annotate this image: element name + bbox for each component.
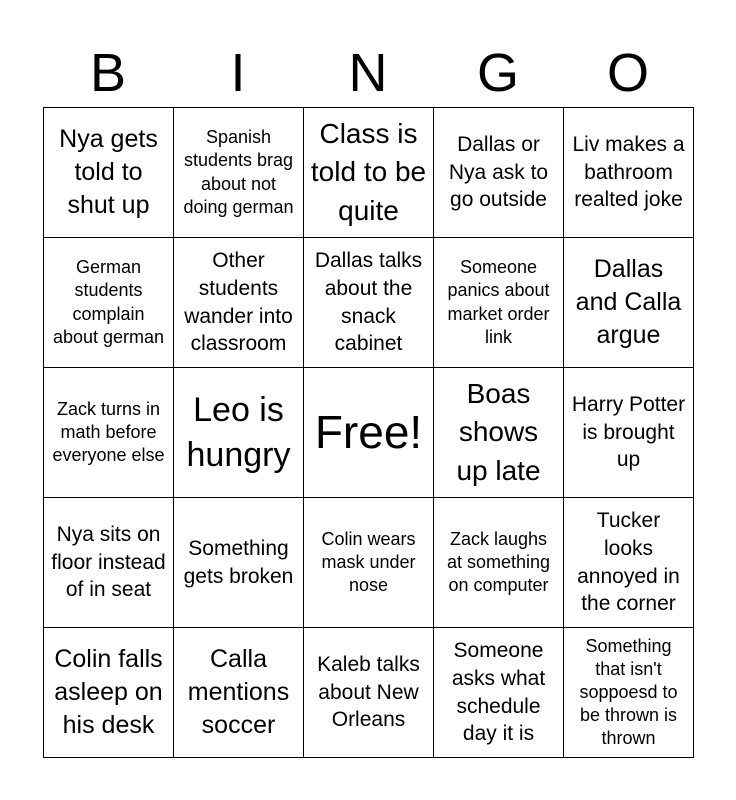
bingo-cell[interactable] — [44, 628, 174, 758]
cell-text: Nya sits on floor instead of in seat — [51, 522, 166, 602]
cell-text: Zack laughs at something on computer — [446, 528, 551, 596]
cell-text: Nya gets told to shut up — [59, 124, 158, 220]
bingo-cell[interactable] — [434, 628, 564, 758]
cell-text: Free! — [314, 406, 423, 459]
free-space[interactable] — [304, 368, 434, 498]
bingo-cell[interactable] — [304, 238, 434, 368]
header-letter-b: B — [89, 43, 127, 103]
bingo-cell[interactable] — [434, 238, 564, 368]
bingo-cell[interactable] — [44, 368, 174, 498]
bingo-cell[interactable] — [304, 498, 434, 628]
cell-text: Tucker looks annoyed in the corner — [577, 508, 680, 616]
bingo-cell[interactable] — [434, 498, 564, 628]
bingo-cell[interactable] — [174, 238, 304, 368]
cell-text: Zack turns in math before everyone else — [52, 398, 165, 466]
cell-text: Spanish students brag about not doing german — [183, 127, 294, 217]
header-letter-g: G — [476, 43, 519, 103]
cell-text: Dallas talks about the snack cabinet — [314, 248, 423, 356]
cell-text: Something that isn't soppoesd to be thrown is thrown — [579, 635, 678, 749]
bingo-cell[interactable] — [44, 108, 174, 238]
cell-text: Someone asks what schedule day it is — [451, 638, 546, 746]
cell-text: Leo is hungry — [186, 391, 291, 474]
cell-text: Colin wears mask under nose — [321, 528, 416, 596]
header-letter-n: N — [348, 43, 388, 103]
header-letter-i: I — [230, 43, 246, 103]
cell-text: Boas shows up late — [456, 378, 541, 486]
bingo-cell[interactable] — [304, 628, 434, 758]
cell-text: Someone panics about market order link — [447, 257, 550, 347]
bingo-cell[interactable] — [304, 108, 434, 238]
bingo-cell[interactable] — [174, 368, 304, 498]
bingo-cell[interactable] — [564, 238, 694, 368]
bingo-board — [43, 107, 694, 758]
cell-text: Calla mentions soccer — [187, 644, 290, 740]
cell-text: Other students wander into classroom — [184, 248, 293, 356]
cell-text: Liv makes a bathroom realted joke — [572, 132, 685, 212]
bingo-cell[interactable] — [174, 108, 304, 238]
cell-text: German students complain about german — [52, 257, 165, 347]
cell-text: Harry Potter is brought up — [571, 392, 686, 472]
cell-text: Dallas or Nya ask to go outside — [448, 132, 549, 212]
cell-text: Class is told to be quite — [310, 118, 427, 226]
cell-text: Dallas and Calla argue — [575, 254, 682, 350]
bingo-cell[interactable] — [564, 628, 694, 758]
bingo-cell[interactable] — [174, 498, 304, 628]
bingo-cell[interactable] — [564, 498, 694, 628]
bingo-cell[interactable] — [44, 498, 174, 628]
cell-text: Something gets broken — [183, 536, 294, 588]
bingo-cell[interactable] — [434, 368, 564, 498]
header-letter-o: O — [606, 43, 649, 103]
cell-text: Kaleb talks about New Orleans — [317, 652, 420, 732]
bingo-cell[interactable] — [174, 628, 304, 758]
bingo-cell[interactable] — [44, 238, 174, 368]
bingo-cell[interactable] — [564, 368, 694, 498]
bingo-cell[interactable] — [564, 108, 694, 238]
cell-text: Colin falls asleep on his desk — [54, 644, 163, 740]
bingo-cell[interactable] — [434, 108, 564, 238]
bingo-header — [43, 40, 693, 106]
